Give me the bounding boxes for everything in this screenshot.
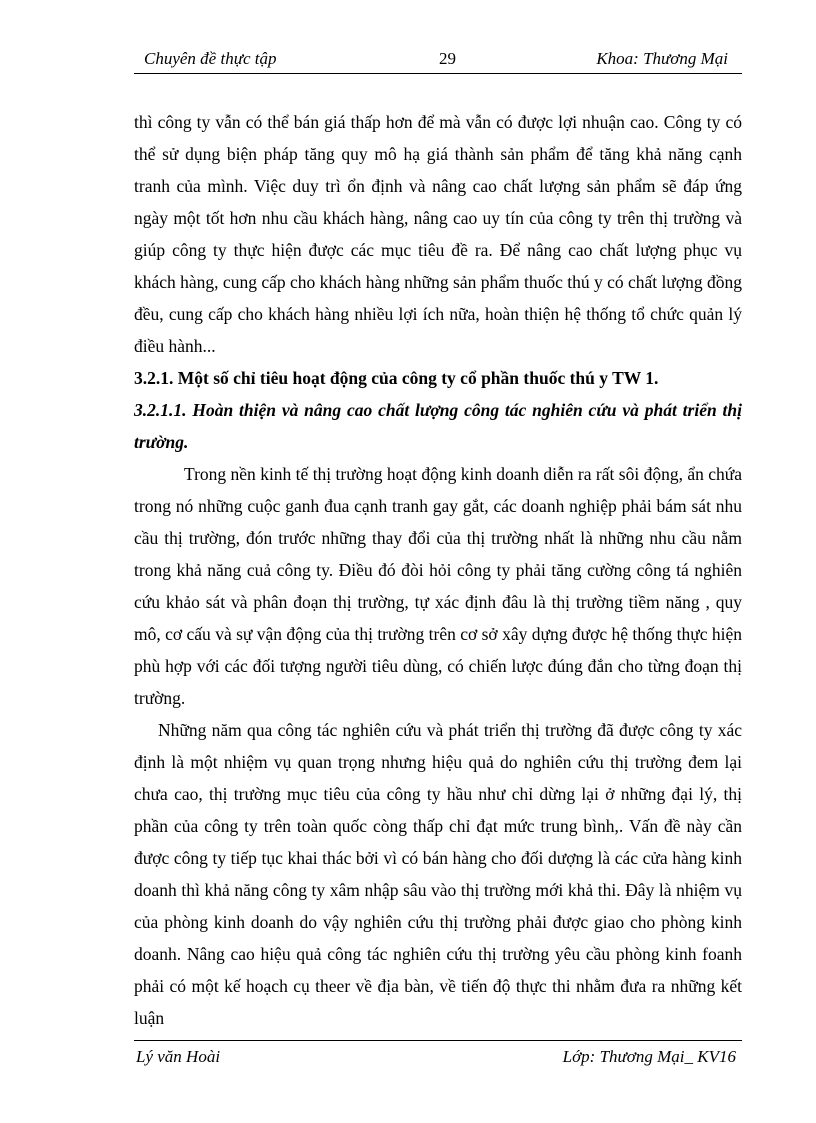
page-footer xyxy=(134,1040,742,1075)
header-document-type: Chuyên đề thực tập xyxy=(144,49,277,68)
paragraph-market-context: Trong nền kinh tế thị trường hoạt động kinh doanh diễn ra rất sôi động, ẩn chứa trong nó những cuộc ganh đua cạnh tranh gay gắt, các doanh nghiệp phải bám sát nhu cầu thị trường, đón trước những thay đổi của thị trường nhất là những nhu cầu nằm trong khả năng cuả công ty. Điều đó đòi hỏi công ty phải tăng cường công tá nghiên cứu khảo sát và phân đoạn thị trường, tự xác định đâu là thị trường tiềm năng , quy mô, cơ cấu và sự vận động của thị trường trên cơ sở xây dựng được hệ thống thực hiện phù hợp với các đối tượng người tiêu dùng, có chiến lược đúng đắn cho từng đoạn thị trường. xyxy=(134,464,742,708)
footer-class: Lớp: Thương Mại_ KV16 xyxy=(562,1047,736,1066)
header-faculty: Khoa: Thương Mại xyxy=(596,49,728,68)
paragraph-market-research: Những năm qua công tác nghiên cứu và phát triển thị trường đã được công ty xác định là một nhiệm vụ quan trọng nhưng hiệu quả do nghiên cứu thị trường đem lại chưa cao, thị trường mục tiêu của công ty hầu như chỉ dừng lại ở những đại lý, thị phần của công ty trên toàn quốc còng thấp chỉ đạt mức trung bình,. Vấn đề này cần được công ty tiếp tục khai thác bởi vì có bán hàng cho đối dượng là các cửa hàng kinh doanh thì khả năng công ty xâm nhập sâu vào thị trường mới khả thi. Đây là nhiệm vụ của phòng kinh doanh do vậy nghiên cứu thị trường phải được giao cho phòng kinh doanh. Nâng cao hiệu quả công tác nghiên cứu thị trường yêu cầu phòng kinh foanh phải có một kế hoạch cụ theer về địa bàn, về tiến độ thực thi nhằm đưa ra những kết luận xyxy=(134,720,742,1028)
page-header xyxy=(134,47,742,74)
footer-author: Lý văn Hoài xyxy=(136,1047,221,1066)
page-number: 29 xyxy=(439,49,456,68)
subsection-heading: 3.2.1.1. Hoàn thiện và nâng cao chất lượng công tác nghiên cứu và phát triển thị trường. xyxy=(134,400,742,452)
paragraph-continued: thì công ty vẫn có thể bán giá thấp hơn để mà vẫn có được lợi nhuận cao. Công ty có thể sử dụng biện pháp tăng quy mô hạ giá thành sản phẩm để tăng khả năng cạnh tranh của mình. Việc duy trì ổn định và nâng cao chất lượng sản phẩm sẽ đáp ứng ngày một tốt hơn nhu cầu khách hàng, nâng cao uy tín của công ty trên thị trường và giúp công ty thực hiện được các mục tiêu đề ra. Để nâng cao chất lượng phục vụ khách hàng, cung cấp cho khách hàng những sản phẩm thuốc thú y có chất lượng đồng đều, cung cấp cho khách hàng nhiều lợi ích nữa, hoàn thiện hệ thống tổ chức quản lý điều hành... xyxy=(134,112,742,356)
section-heading: 3.2.1. Một số chỉ tiêu hoạt động của công ty cổ phần thuốc thú y TW 1. xyxy=(134,368,659,388)
page-body xyxy=(134,106,742,1034)
